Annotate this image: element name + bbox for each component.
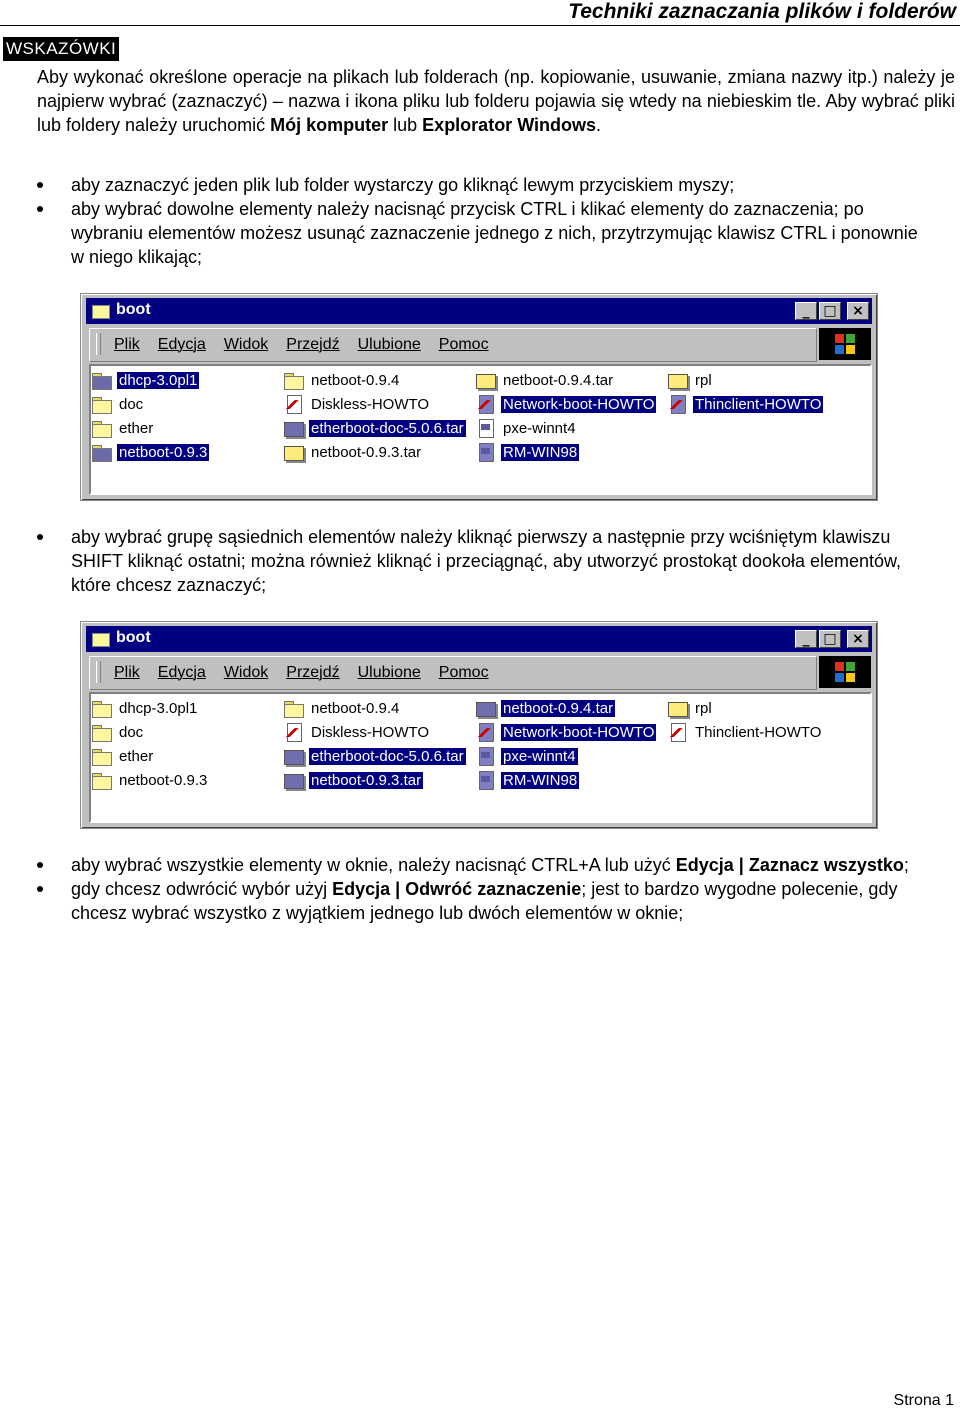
folder-icon <box>91 699 113 717</box>
file-item[interactable] <box>91 441 209 463</box>
file-item[interactable] <box>91 369 199 391</box>
close-button[interactable]: × <box>847 630 869 648</box>
tar-icon <box>283 747 305 765</box>
list-item <box>0 197 960 269</box>
folder-icon <box>91 747 113 765</box>
file-item[interactable] <box>283 721 431 743</box>
menu-widok[interactable]: Widok <box>223 664 269 681</box>
file-item[interactable] <box>283 697 401 719</box>
file-name: Network-boot-HOWTO <box>503 395 655 413</box>
bullet-list-1 <box>0 173 960 269</box>
tar-icon <box>475 699 497 717</box>
menu-ulubione[interactable]: Ulubione <box>357 664 421 681</box>
windows-logo <box>819 656 871 688</box>
list-item <box>0 877 960 925</box>
tar-icon <box>667 699 689 717</box>
file-item[interactable] <box>91 393 145 415</box>
windows-logo <box>819 328 871 360</box>
pdf-icon <box>667 723 689 741</box>
folder-icon <box>91 371 113 389</box>
windows-flag-icon <box>835 662 855 682</box>
folder-icon <box>92 633 110 647</box>
close-button[interactable]: × <box>847 302 869 320</box>
file-name: netboot-0.9.4.tar <box>503 699 614 717</box>
file-name: Diskless-HOWTO <box>311 723 430 741</box>
intro-bold-my-computer: Mój komputer <box>270 115 389 135</box>
file-item[interactable] <box>283 393 431 415</box>
menu-edycja[interactable]: Edycja <box>157 336 206 353</box>
window-title: boot <box>116 301 151 318</box>
explorer-window-1 <box>80 293 878 501</box>
menu-plik[interactable]: Plik <box>114 336 140 353</box>
toolbar-grip[interactable] <box>96 333 101 355</box>
folder-icon <box>283 371 305 389</box>
bullet-text: ; <box>903 855 909 875</box>
bullet-text: aby wybrać wszystkie elementy w oknie, należy nacisnąć CTRL+A lub użyć <box>71 855 676 875</box>
title-bar[interactable] <box>86 298 872 324</box>
file-name: netboot-0.9.3 <box>119 771 208 789</box>
menu-bar <box>89 656 817 690</box>
bullet-dot <box>37 534 43 540</box>
file-item[interactable] <box>475 417 578 439</box>
folder-icon <box>91 395 113 413</box>
file-item[interactable] <box>91 721 145 743</box>
minimize-button[interactable]: _ <box>795 302 817 320</box>
file-name: pxe-winnt4 <box>503 747 576 765</box>
intro-text-2: lub <box>388 115 423 135</box>
file-item[interactable] <box>283 417 466 439</box>
tar-icon <box>283 419 305 437</box>
file-item[interactable] <box>667 393 823 415</box>
folder-icon <box>91 443 113 461</box>
bullet-dot <box>37 862 43 868</box>
file-item[interactable] <box>475 393 656 415</box>
file-item[interactable] <box>91 769 209 791</box>
pdf-icon <box>475 395 497 413</box>
file-item[interactable] <box>283 745 466 767</box>
file-name: etherboot-doc-5.0.6.tar <box>311 419 464 437</box>
bullet-text: gdy chcesz odwrócić wybór użyj <box>71 879 333 899</box>
file-name: netboot-0.9.3.tar <box>311 443 422 461</box>
maximize-button[interactable]: □ <box>819 630 841 648</box>
tar-icon <box>475 371 497 389</box>
toolbar-grip[interactable] <box>96 661 101 683</box>
windows-flag-icon <box>835 334 855 354</box>
file-name: netboot-0.9.4 <box>311 699 400 717</box>
bullet-bold: Edycja | Odwróć zaznaczenie <box>332 879 582 899</box>
bullet-list-2 <box>0 525 960 597</box>
file-item[interactable] <box>283 369 401 391</box>
list-item <box>0 173 960 197</box>
maximize-button[interactable]: □ <box>819 302 841 320</box>
file-item[interactable] <box>475 721 656 743</box>
pdf-icon <box>667 395 689 413</box>
folder-icon <box>91 723 113 741</box>
bullet-text: aby wybrać dowolne elementy należy nacisnąć przycisk CTRL i klikać elementy do zaznaczenia; po wybraniu elementów możesz usunąć zaznaczenie jednego z nich, przytrzymując klawisz CTRL i ponownie w niego klikając; <box>71 199 918 267</box>
pdf-icon <box>283 723 305 741</box>
file-item[interactable] <box>91 745 155 767</box>
menu-przejdz[interactable]: Przejdź <box>286 336 340 353</box>
bullet-text: ; jest to bardzo wygodne polecenie, gdy chcesz wybrać wszystko z wyjątkiem jednego lub dwóch elementów w oknie; <box>71 879 898 923</box>
folder-icon <box>92 305 110 319</box>
file-name: rpl <box>695 371 712 389</box>
file-name: RM-WIN98 <box>503 771 578 789</box>
pdf-icon <box>283 395 305 413</box>
file-icon <box>475 419 497 437</box>
file-item[interactable] <box>91 697 199 719</box>
file-item[interactable] <box>667 721 823 743</box>
intro-bold-explorer: Explorator Windows <box>422 115 597 135</box>
file-name: rpl <box>695 699 712 717</box>
folder-icon <box>283 699 305 717</box>
file-name: netboot-0.9.4 <box>311 371 400 389</box>
explorer-window-2 <box>80 621 878 829</box>
file-item[interactable] <box>283 441 423 463</box>
menu-bar <box>89 328 817 362</box>
file-name: Network-boot-HOWTO <box>503 723 655 741</box>
bullet-dot <box>37 886 43 892</box>
file-name: Thinclient-HOWTO <box>695 723 822 741</box>
file-name: netboot-0.9.3.tar <box>311 771 422 789</box>
bullet-dot <box>37 182 43 188</box>
menu-pomoc[interactable]: Pomoc <box>438 336 489 353</box>
menu-pomoc[interactable]: Pomoc <box>438 664 489 681</box>
file-list <box>89 364 872 495</box>
folder-icon <box>91 771 113 789</box>
menu-widok[interactable]: Widok <box>223 336 269 353</box>
file-name: doc <box>119 395 144 413</box>
tar-icon <box>283 771 305 789</box>
menu-przejdz[interactable]: Przejdź <box>286 664 340 681</box>
file-name: ether <box>119 747 154 765</box>
file-item[interactable] <box>475 441 579 463</box>
file-name: netboot-0.9.4.tar <box>503 371 614 389</box>
page-number: Strona 1 <box>893 1392 954 1409</box>
bullet-text: aby zaznaczyć jeden plik lub folder wystarczy go kliknąć lewym przyciskiem myszy; <box>71 175 735 195</box>
file-name: etherboot-doc-5.0.6.tar <box>311 747 464 765</box>
minimize-button[interactable]: _ <box>795 630 817 648</box>
file-name: RM-WIN98 <box>503 443 578 461</box>
file-name: netboot-0.9.3 <box>119 443 208 461</box>
file-name: ether <box>119 419 154 437</box>
file-icon <box>475 443 497 461</box>
list-item <box>0 525 960 597</box>
folder-icon <box>91 419 113 437</box>
intro-text-1: Aby wykonać określone operacje na plikach lub folderach (np. kopiowanie, usuwanie, zmiana nazwy itp.) należy je najpierw wybrać (zaznaczyć) – nazwa i ikona pliku lub folderu pojawia się wtedy na niebieskim tle. Aby wybrać pliki lub foldery należy uruchomić <box>37 67 955 135</box>
file-name: dhcp-3.0pl1 <box>119 371 198 389</box>
file-name: dhcp-3.0pl1 <box>119 699 198 717</box>
file-name: Thinclient-HOWTO <box>695 395 822 413</box>
pdf-icon <box>475 723 497 741</box>
menu-ulubione[interactable]: Ulubione <box>357 336 421 353</box>
file-icon <box>475 747 497 765</box>
bullet-list-3 <box>0 853 960 925</box>
file-name: pxe-winnt4 <box>503 419 576 437</box>
file-item[interactable] <box>475 745 578 767</box>
file-item[interactable] <box>667 369 714 391</box>
tar-icon <box>283 443 305 461</box>
file-item[interactable] <box>475 769 579 791</box>
bullet-bold: Edycja | Zaznacz wszystko <box>675 855 904 875</box>
file-item[interactable] <box>667 697 714 719</box>
file-name: doc <box>119 723 144 741</box>
file-item[interactable] <box>475 369 615 391</box>
intro-paragraph <box>37 65 955 137</box>
list-item <box>0 853 960 877</box>
intro-text-3: . <box>596 115 602 135</box>
menu-edycja[interactable]: Edycja <box>157 664 206 681</box>
window-title: boot <box>116 629 151 646</box>
file-name: Diskless-HOWTO <box>311 395 430 413</box>
file-item[interactable] <box>91 417 155 439</box>
bullet-dot <box>37 206 43 212</box>
file-list <box>89 692 872 823</box>
bullet-text: aby wybrać grupę sąsiednich elementów należy kliknąć pierwszy a następnie przy wciśniętym klawiszu SHIFT kliknąć ostatni; można również kliknąć i przeciągnąć, aby utworzyć prostokąt dookoła elementów, które chcesz zaznaczyć; <box>71 527 902 595</box>
tips-label: WSKAZÓWKI <box>3 37 119 61</box>
file-item[interactable] <box>283 769 423 791</box>
page-header-title: Techniki zaznaczania plików i folderów <box>568 0 956 23</box>
menu-plik[interactable]: Plik <box>114 664 140 681</box>
tar-icon <box>667 371 689 389</box>
file-icon <box>475 771 497 789</box>
title-bar[interactable] <box>86 626 872 652</box>
file-item[interactable] <box>475 697 615 719</box>
header-rule <box>0 25 960 26</box>
